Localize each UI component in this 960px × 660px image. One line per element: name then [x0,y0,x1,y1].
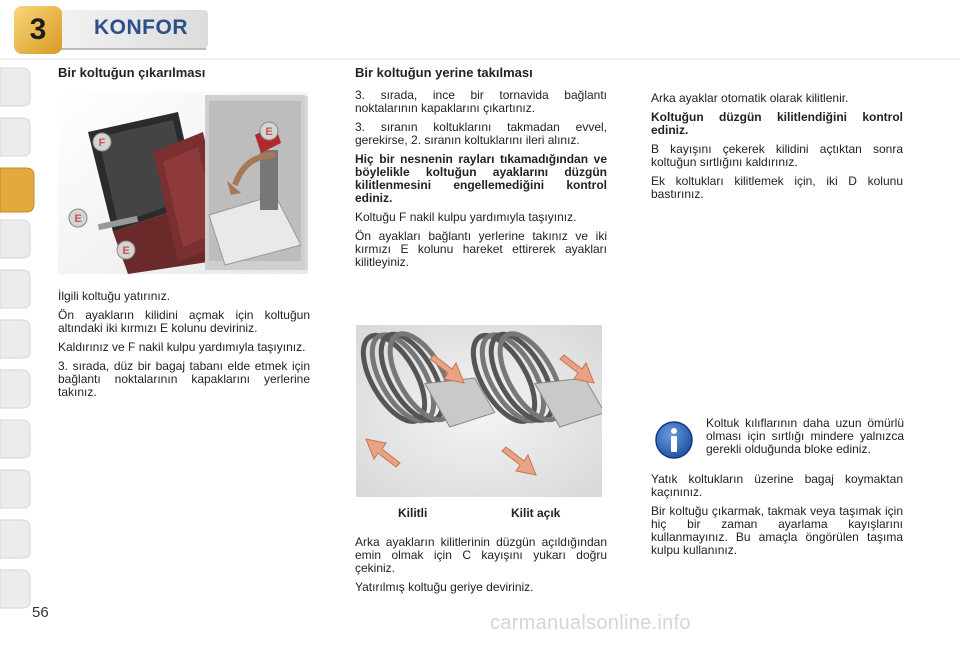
paragraph: 3. sırada, ince bir tornavida bağlantı noktalarının kapaklarını çıkartınız. [355,88,607,115]
column-notes [651,92,903,207]
column-install-seat-bottom [355,536,607,600]
paragraph: Arka ayaklar otomatik olarak kilitlenir. [651,91,849,105]
column-remove-seat [58,66,310,89]
paragraph: Ek koltukları kilitlemek için, iki D kolunu bastırınız. [651,174,903,201]
paragraph: 3. sırada, düz bir bagaj tabanı elde etmek için bağlantı noktalarının kapaklarını yerlerine takınız. [58,359,310,399]
paragraph: Arka ayakların kilitlerinin düzgün açıldığından emin olmak için C kayışını yukarı doğru çekiniz. [355,535,607,575]
paragraph: Ön ayakları bağlantı yerlerine takınız ve iki kırmızı E kolunu hareket ettirerek ayakları kilitleyiniz. [355,229,607,269]
column-install-seat [355,66,607,275]
paragraph: B kayışını çekerek kilidini açtıktan sonra koltuğun sırtlığını kaldırınız. [651,142,903,169]
info-icon [654,420,694,460]
paragraph: Koltuğu F nakil kulpu yardımıyla taşıyınız. [355,210,577,224]
paragraph: Ön ayakların kilidini açmak için koltuğun altındaki iki kırmızı E kolunu deviriniz. [58,308,310,335]
check-paragraph: Koltuğun düzgün kilitlendiğini kontrol ediniz. [651,110,903,137]
page-title: KONFOR [94,16,188,39]
side-tabs [0,60,40,660]
lock-mechanism-illustration [356,325,602,497]
chapter-badge [16,8,60,52]
warning-paragraph: Hiç bir nesnenin rayları tıkamadığından ve böylelikle koltuğun ayaklarını düzgün kilitlenmesini engellemediğini kontrol ediniz. [355,152,607,205]
header-bar [0,0,960,60]
section-heading-remove: Bir koltuğun çıkarılması [58,65,206,80]
paragraph: 3. sıranın koltuklarını takmadan evvel, gerekirse, 2. sıranın koltuklarını ileri alınız. [355,120,607,147]
section-heading-install: Bir koltuğun yerine takılması [355,65,533,80]
watermark: carmanualsonline.info [490,612,691,634]
paragraph: Yatık koltukların üzerine bagaj koymaktan kaçınınız. [651,472,903,499]
info-note: Koltuk kılıflarının daha uzun ömürlü olması için sırtlığı mindere yalnızca gerekli olduğunda bloke ediniz. [706,416,904,456]
paragraph: Yatırılmış koltuğu geriye deviriniz. [355,580,534,594]
chapter-number: 3 [29,13,47,46]
column-remove-seat-text [58,290,310,405]
paragraph: Kaldırınız ve F nakil kulpu yardımıyla taşıyınız. [58,340,306,354]
seat-leg-lever-photo [205,95,305,270]
paragraph: İlgili koltuğu yatırınız. [58,289,171,303]
caption-unlocked: Kilit açık [511,506,561,520]
photo-label-F: F [98,137,106,149]
caption-locked: Kilitli [398,506,428,520]
column-notes-extra [651,473,903,563]
paragraph: Bir koltuğu çıkarmak, takmak veya taşımak için hiç bir zaman ayarlama kayışlarını kullanmayınız. Bu amaçla öngörülen taşıma kulpu kullanınız. [651,504,903,557]
photo-label-E-left: E [74,213,82,225]
photo-label-E-lever: E [265,126,273,138]
page-number: 56 [32,604,49,621]
photo-label-E-bottom: E [122,245,130,257]
